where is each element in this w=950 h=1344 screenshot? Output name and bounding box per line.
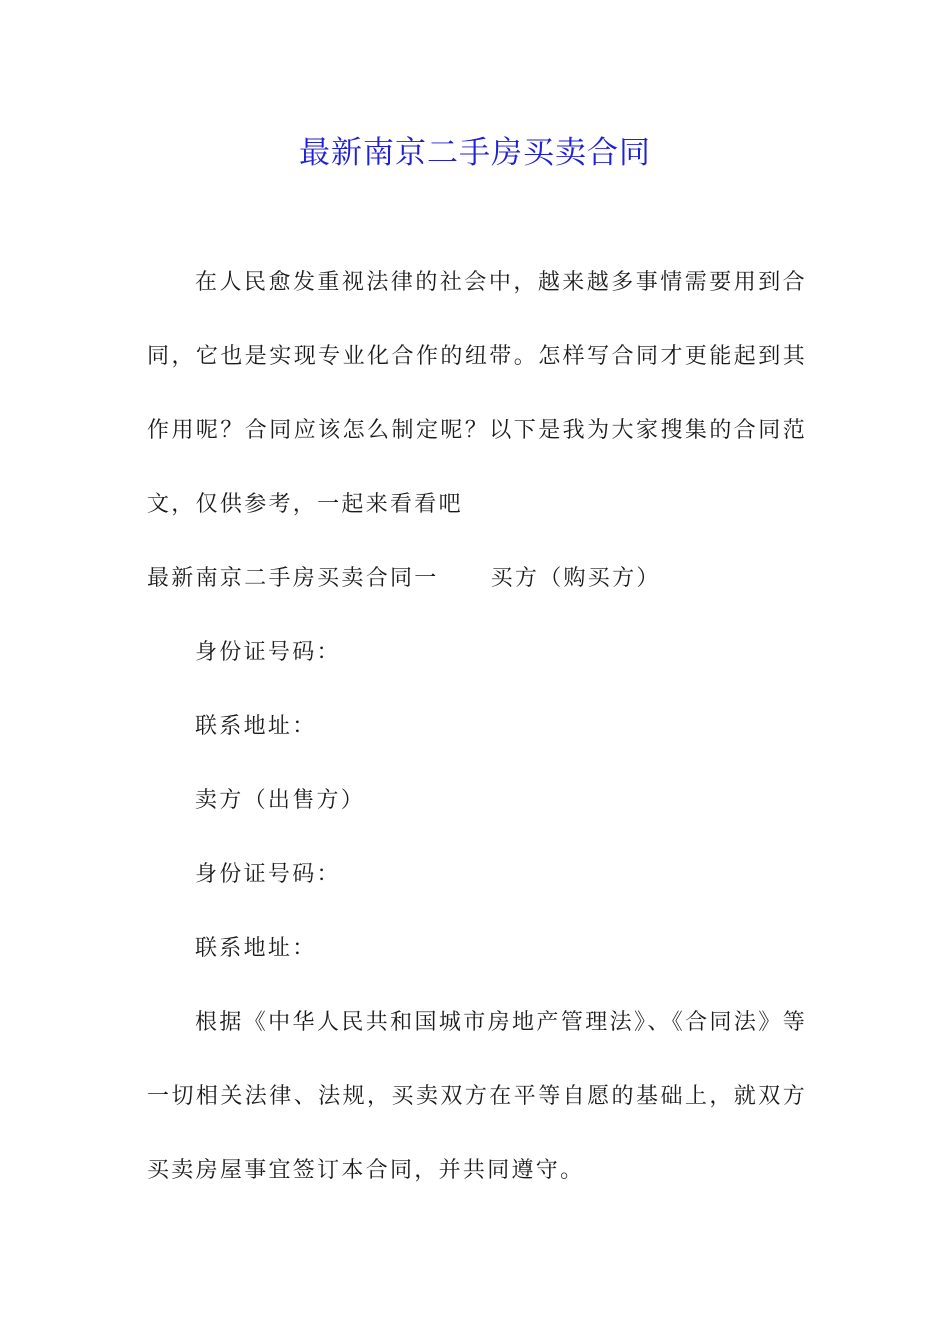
buyer-address-field: 联系地址： bbox=[195, 714, 317, 739]
section-heading-line bbox=[147, 542, 807, 616]
document-body bbox=[147, 246, 807, 1208]
document-title: 最新南京二手房买卖合同 bbox=[299, 135, 651, 171]
buyer-label: 买方（购买方） bbox=[490, 566, 661, 591]
section-heading: 最新南京二手房买卖合同一 bbox=[147, 566, 439, 591]
basis-paragraph: 根据《中华人民共和国城市房地产管理法》、《合同法》等一切相关法律、法规，买卖双方在平等自愿的基础上，就双方买卖房屋事宜签订本合同，并共同遵守。 bbox=[147, 1010, 807, 1183]
buyer-id-field: 身份证号码： bbox=[195, 640, 341, 665]
seller-id-field: 身份证号码： bbox=[195, 862, 341, 887]
seller-label: 卖方（出售方） bbox=[195, 788, 366, 813]
intro-paragraph: 在人民愈发重视法律的社会中，越来越多事情需要用到合同，它也是实现专业化合作的纽带。怎样写合同才更能起到其作用呢？合同应该怎么制定呢？以下是我为大家搜集的合同范文，仅供参考，一起来看看吧 bbox=[147, 270, 807, 517]
seller-address-field: 联系地址： bbox=[195, 936, 317, 961]
